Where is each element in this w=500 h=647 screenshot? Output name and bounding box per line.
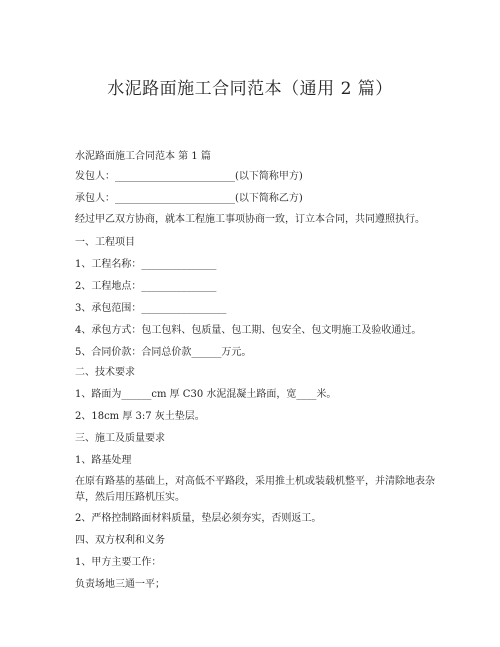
section-heading-rights: 四、双方权利和义务 bbox=[75, 535, 165, 546]
section-heading-technical: 二、技术要求 bbox=[75, 367, 135, 378]
document-title: 水泥路面施工合同范本（通用 2 篇） bbox=[107, 79, 393, 99]
contract-method-line: 4、承包方式：包工包料、包质量、包工期、包安全、包文明施工及验收通过。 bbox=[75, 325, 422, 336]
subgrade-heading: 1、路基处理 bbox=[75, 455, 132, 466]
party-a-line: 发包人：________________________(以下简称甲方) bbox=[75, 171, 303, 182]
project-name-line: 1、工程名称：_______________ bbox=[75, 259, 217, 270]
party-a-duties-heading: 1、甲方主要工作： bbox=[75, 557, 162, 568]
contract-scope-line: 3、承包范围：_________________ bbox=[75, 303, 227, 314]
section-heading-project: 一、工程项目 bbox=[75, 237, 135, 248]
road-surface-line: 1、路面为______cm 厚 C30 水泥混凝土路面，宽____米。 bbox=[75, 389, 337, 400]
contract-subtitle: 水泥路面施工合同范本 第 1 篇 bbox=[75, 151, 211, 162]
project-location-line: 2、工程地点：_______________ bbox=[75, 281, 217, 292]
party-b-line: 承包人：________________________(以下简称乙方) bbox=[75, 193, 303, 204]
contract-price-line: 5、合同价款：合同总价款______万元。 bbox=[75, 347, 252, 358]
subgrade-paragraph: 在原有路基的基础上，对高低不平路段，采用推土机或装载机整平，并清除地表杂草，然后用压路机压实。 bbox=[75, 476, 435, 503]
section-heading-quality: 三、施工及质量要求 bbox=[75, 433, 165, 444]
site-preparation-line: 负责场地三通一平； bbox=[75, 579, 165, 590]
material-quality-line: 2、严格控制路面材料质量，垫层必须夯实，否则返工。 bbox=[75, 513, 322, 524]
cushion-layer-line: 2、18cm 厚 3:7 灰土垫层。 bbox=[75, 411, 205, 422]
agreement-statement: 经过甲乙双方协商，就本工程施工事项协商一致，订立本合同，共同遵照执行。 bbox=[75, 214, 425, 225]
